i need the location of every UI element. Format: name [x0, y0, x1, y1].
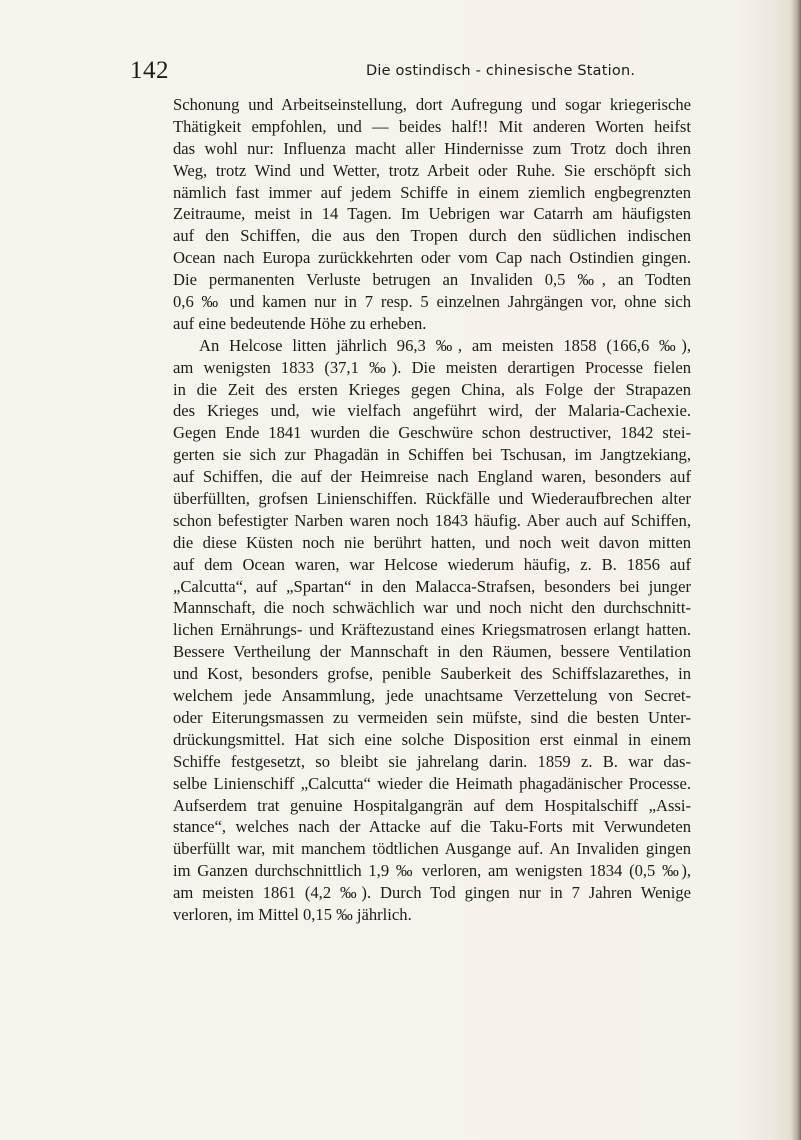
text-line: Schiffe festgesetzt, so bleibt sie jahrelang darin. 1859 z. B. war das- — [173, 751, 691, 771]
text-line: am wenigsten 1833 (37,1 ‰). Die meisten derartigen Processe fielen — [173, 357, 691, 377]
text-line: lichen Ernährungs- und Kräftezustand eines Kriegsmatrosen erlangt hatten. — [173, 620, 691, 640]
body-text — [173, 94, 691, 926]
text-line: auf Schiffen, die auf der Heimreise nach England waren, besonders auf — [173, 467, 691, 487]
text-line: verloren, im Mittel 0,15 ‰ jährlich. — [173, 904, 412, 924]
text-line: stance“, welches nach der Attacke auf die Taku-Forts mit Verwundeten — [173, 817, 691, 837]
text-line: in die Zeit des ersten Krieges gegen China, als Folge der Strapazen — [173, 379, 691, 399]
text-line: Schonung und Arbeitseinstellung, dort Aufregung und sogar kriegerische — [173, 95, 691, 114]
text-line: überfüllt war, mit manchem tödtlichen Ausgange auf. An Invaliden gingen — [173, 839, 691, 859]
text-line: Mannschaft, die noch schwächlich war und noch nicht den durchschnitt- — [173, 598, 691, 618]
text-line: auf eine bedeutende Höhe zu erheben. — [173, 313, 427, 333]
text-line: nämlich fast immer auf jedem Schiffe in einem ziemlich engbegrenzten — [173, 182, 691, 202]
text-line: welchem jede Ansammlung, jede unachtsame Verzettelung von Secret- — [173, 686, 691, 706]
text-line: „Calcutta“, auf „Spartan“ in den Malacca-Strafsen, besonders bei junger — [173, 576, 691, 596]
text-line: das wohl nur: Influenza macht aller Hindernisse zum Trotz doch ihren — [173, 138, 691, 158]
text-line: im Ganzen durchschnittlich 1,9 ‰ verloren, am wenigsten 1834 (0,5 ‰), — [173, 861, 691, 881]
text-line: auf den Schiffen, die aus den Tropen durch den südlichen indischen — [173, 226, 691, 246]
text-line: Bessere Vertheilung der Mannschaft in den Räumen, bessere Ventilation — [173, 642, 691, 662]
text-line: selbe Linienschiff „Calcutta“ wieder die Heimath phagadänischer Processe. — [173, 773, 691, 793]
text-line: Weg, trotz Wind und Wetter, trotz Arbeit oder Ruhe. Sie erschöpft sich — [173, 160, 691, 180]
page-number: 142 — [130, 57, 169, 84]
text-line: Ocean nach Europa zurückkehrten oder vom Cap nach Ostindien gingen. — [173, 248, 691, 268]
text-line: oder Eiterungsmassen zu vermeiden sein müfste, sind die besten Unter- — [173, 707, 691, 727]
text-line: und Kost, besonders grofse, penible Sauberkeit des Schiffslazarethes, in — [173, 664, 691, 684]
text-line: Die permanenten Verluste betrugen an Invaliden 0,5 ‰, an Todten — [173, 270, 691, 290]
running-title: Die ostindisch - chinesische Station. — [366, 63, 636, 79]
text-line: des Krieges und, wie vielfach angeführt wird, der Malaria-Cachexie. — [173, 401, 691, 421]
text-line: An Helcose litten jährlich 96,3 ‰, am meisten 1858 (166,6 ‰), — [199, 335, 691, 355]
text-line: überfüllten, grofsen Linienschiffen. Rückfälle und Wiederaufbrechen alter — [173, 489, 691, 509]
text-line: 0,6 ‰ und kamen nur in 7 resp. 5 einzelnen Jahrgängen vor, ohne sich — [173, 292, 691, 312]
text-line: schon befestigter Narben waren noch 1843 häufig. Aber auch auf Schiffen, — [173, 510, 691, 530]
text-line: auf dem Ocean waren, war Helcose wiederum häufig, z. B. 1856 auf — [173, 554, 691, 574]
text-line: gerten sie sich zur Phagadän in Schiffen bei Tschusan, im Jangtzekiang, — [173, 445, 691, 465]
text-line: Thätigkeit empfohlen, und — beides half!! Mit anderen Worten heifst — [173, 116, 691, 136]
text-line: drückungsmittel. Hat sich eine solche Disposition erst einmal in einem — [173, 729, 691, 749]
text-line: Zeitraume, meist in 14 Tagen. Im Uebrigen war Catarrh am häufigsten — [173, 204, 691, 224]
text-line: Aufserdem trat genuine Hospitalgangrän auf dem Hospitalschiff „Assi- — [173, 795, 691, 815]
text-line: Gegen Ende 1841 wurden die Geschwüre schon destructiver, 1842 stei- — [173, 423, 691, 443]
page-edge-shadow — [791, 0, 801, 1140]
text-line: am meisten 1861 (4,2 ‰). Durch Tod gingen nur in 7 Jahren Wenige — [173, 883, 691, 903]
text-line: die diese Küsten noch nie berührt hatten, und noch weit davon mitten — [173, 532, 691, 552]
page-header — [0, 56, 801, 86]
